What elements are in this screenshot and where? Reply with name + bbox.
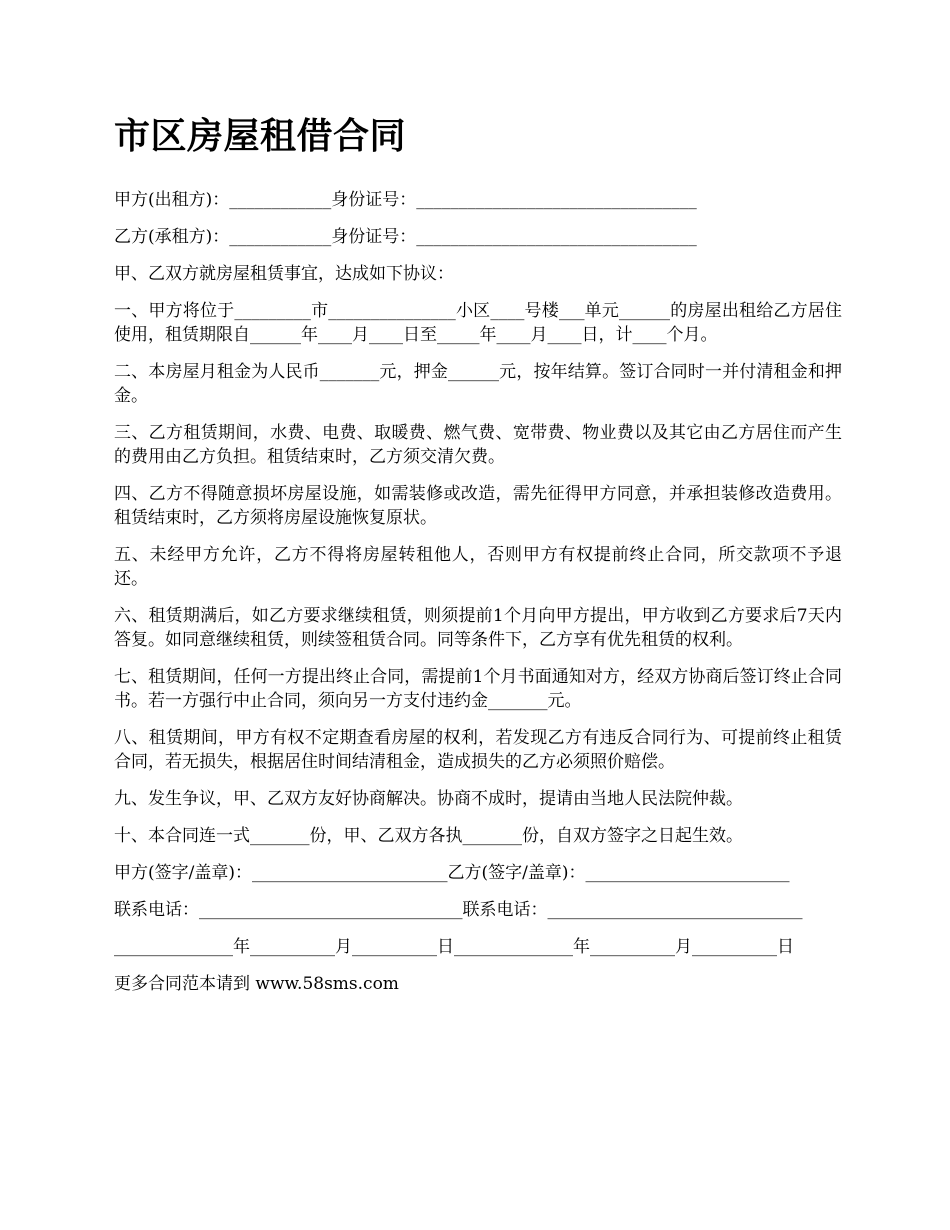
contract-document: [114, 112, 842, 996]
footer-note: 更多合同范本请到 www.58sms.com: [114, 974, 399, 994]
agreement-intro: 甲、乙双方就房屋租赁事宜，达成如下协议：: [114, 264, 454, 284]
clause-1: 一、甲方将位于_________市_______________小区____号楼___单元______的房屋出租给乙方居住使用，租赁期限自______年____月____日至_____年____月____日，计____个月。: [114, 301, 842, 345]
signature-line: 甲方(签字/盖章)：_______________________乙方(签字/盖章)：________________________: [114, 863, 790, 883]
phone-line: 联系电话：_______________________________联系电话：______________________________: [114, 900, 803, 920]
clause-5: 五、未经甲方允许，乙方不得将房屋转租他人，否则甲方有权提前终止合同，所交款项不予退还。: [114, 545, 842, 589]
clause-10: 十、本合同连一式_______份，甲、乙双方各执_______份，自双方签字之日起生效。: [114, 826, 743, 846]
clause-4: 四、乙方不得随意损坏房屋设施，如需装修或改造，需先征得甲方同意，并承担装修改造费用。租赁结束时，乙方须将房屋设施恢复原状。: [114, 484, 842, 528]
clause-6: 六、租赁期满后，如乙方要求继续租赁，则须提前1个月向甲方提出，甲方收到乙方要求后7天内答复。如同意继续租赁，则续签租赁合同。同等条件下，乙方享有优先租赁的权利。: [114, 606, 842, 650]
party-b-line: 乙方(承租方)：____________身份证号：_________________________________: [114, 227, 697, 247]
clause-8: 八、租赁期间，甲方有权不定期查看房屋的权利，若发现乙方有违反合同行为、可提前终止租赁合同，若无损失，根据居住时间结清租金，造成损失的乙方必须照价赔偿。: [114, 728, 842, 772]
date-line: ______________年__________月__________日______________年__________月__________日: [114, 937, 794, 957]
party-a-line: 甲方(出租方)：____________身份证号：_________________________________: [114, 190, 697, 210]
clause-2: 二、本房屋月租金为人民币_______元，押金______元，按年结算。签订合同时一并付清租金和押金。: [114, 362, 842, 406]
clause-7: 七、租赁期间，任何一方提出终止合同，需提前1个月书面通知对方，经双方协商后签订终止合同书。若一方强行中止合同，须向另一方支付违约金_______元。: [114, 667, 842, 711]
clause-3: 三、乙方租赁期间，水费、电费、取暖费、燃气费、宽带费、物业费以及其它由乙方居住而产生的费用由乙方负担。租赁结束时，乙方须交清欠费。: [114, 423, 842, 467]
document-title: 市区房屋租借合同: [114, 115, 407, 157]
clause-9: 九、发生争议，甲、乙双方友好协商解决。协商不成时，提请由当地人民法院仲裁。: [114, 789, 743, 809]
